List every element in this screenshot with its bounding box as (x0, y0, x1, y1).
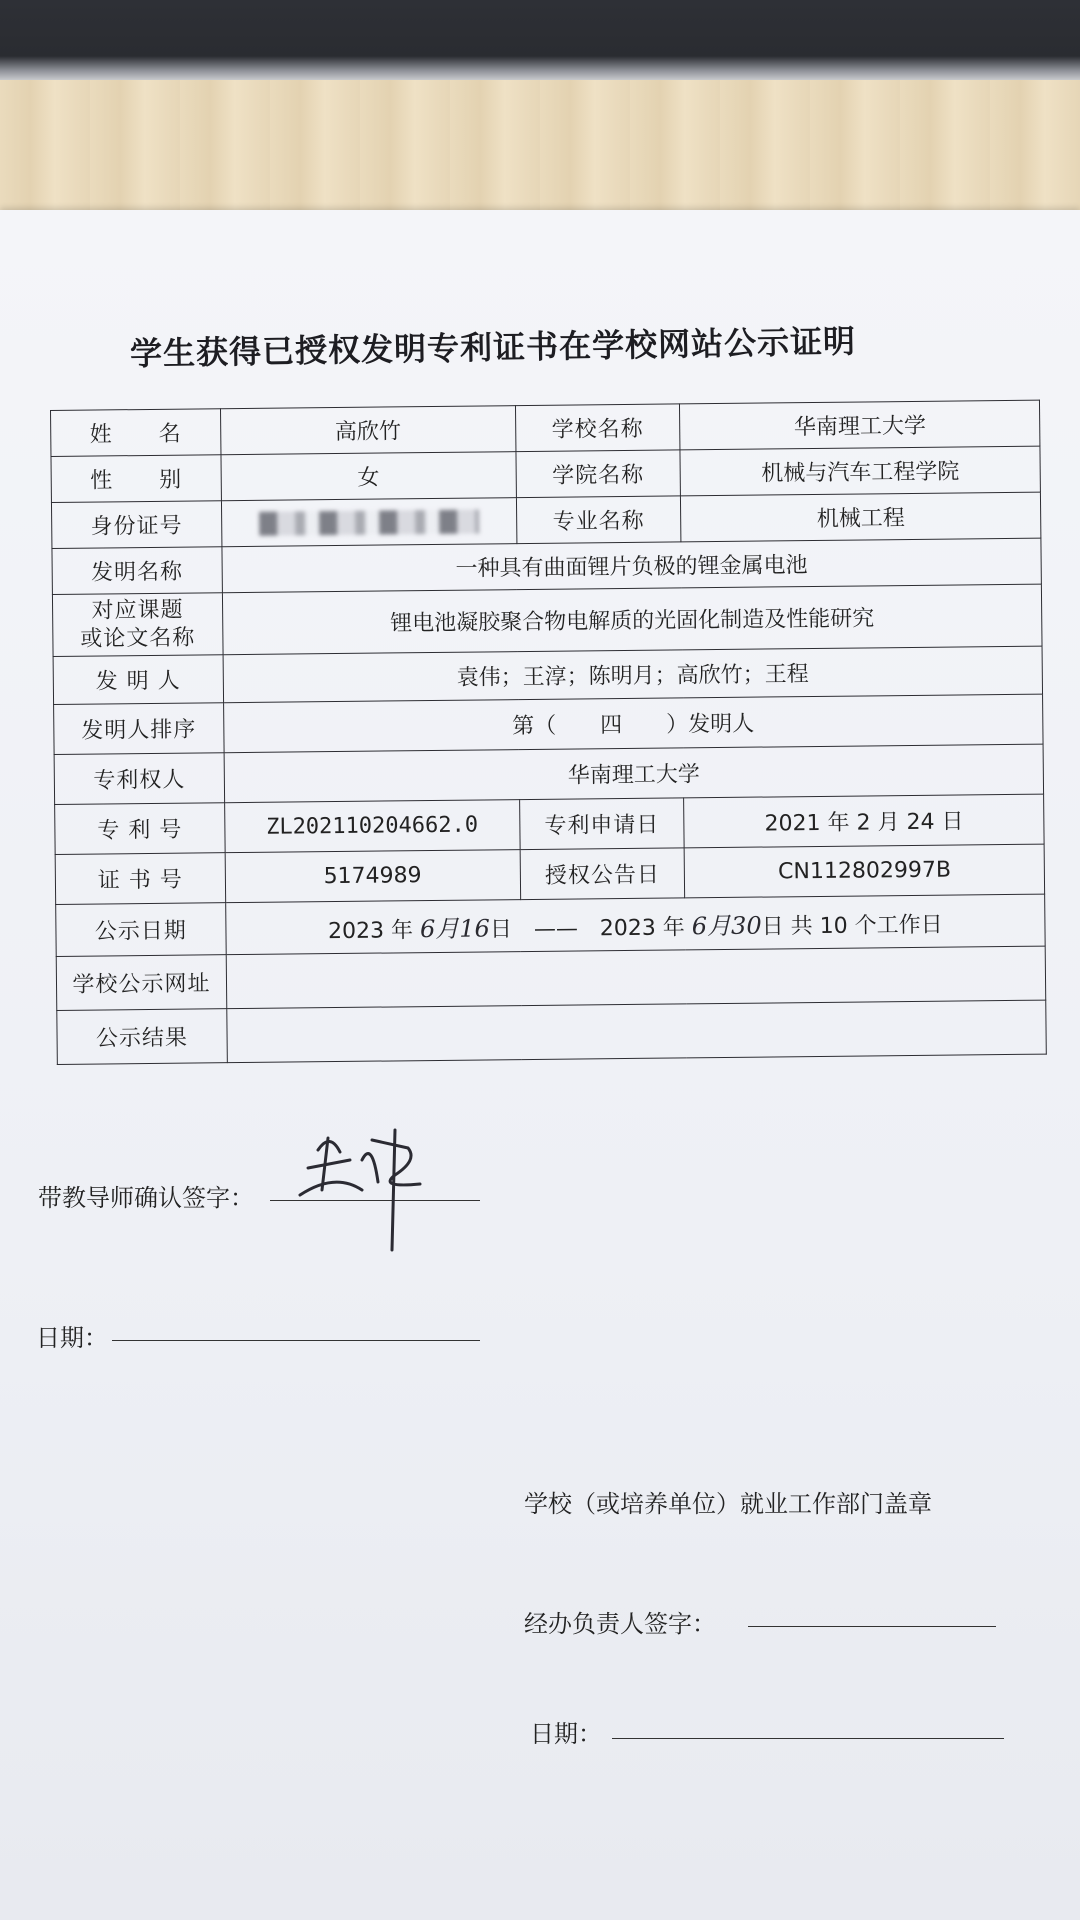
advisor-sign-line (270, 1200, 480, 1201)
pub-date-tail: 日 共 10 个工作日 (761, 912, 943, 940)
value-thesis: 锂电池凝胶聚合物电解质的光固化制造及性能研究 (222, 584, 1042, 655)
pub-date-handwritten-2: 6月30 (691, 911, 762, 941)
value-pub-date (225, 894, 1045, 955)
label-holder: 专利权人 (54, 753, 224, 805)
label-result: 公示结果 (57, 1009, 227, 1065)
document-title: 学生获得已授权发明专利证书在学校网站公示证明 (129, 322, 857, 373)
label-order: 发明人排序 (54, 703, 224, 755)
value-school: 华南理工大学 (680, 400, 1040, 450)
label-grant-no: 授权公告日 (520, 848, 685, 900)
label-id: 身份证号 (51, 501, 221, 549)
laptop-edge (0, 0, 1080, 80)
redaction-blur (259, 510, 479, 536)
value-college: 机械与汽车工程学院 (680, 446, 1040, 496)
value-cert-no: 5174989 (225, 850, 520, 903)
pub-date-mid: 日 —— 2023 年 (489, 915, 685, 943)
pub-date-handwritten-1: 6月16 (419, 914, 491, 944)
value-inventors: 袁伟；王淳；陈明月；高欣竹；王程 (223, 646, 1043, 703)
value-grant-no: CN112802997B (684, 844, 1044, 898)
value-patent-no: ZL202110204662.0 (224, 800, 519, 853)
stamp-label: 学校（或培养单位）就业工作部门盖章 (524, 1490, 932, 1518)
value-holder: 华南理工大学 (224, 744, 1044, 803)
label-major: 专业名称 (516, 496, 681, 544)
value-invention: 一种具有曲面锂片负极的锂金属电池 (222, 538, 1042, 593)
label-college: 学院名称 (516, 450, 681, 498)
label-patent-no: 专 利 号 (55, 803, 225, 855)
label-inventors: 发 明 人 (53, 655, 223, 705)
value-gender: 女 (221, 452, 516, 501)
label-url: 学校公示网址 (56, 955, 226, 1011)
label-school: 学校名称 (515, 404, 680, 452)
value-id-redacted (221, 498, 516, 547)
label-cert-no: 证 书 号 (55, 853, 225, 905)
value-major: 机械工程 (681, 492, 1041, 542)
date2-label: 日期： (530, 1720, 602, 1748)
label-pub-date: 公示日期 (56, 903, 226, 957)
officer-sign-label: 经办负责人签字： (524, 1610, 716, 1638)
value-url (226, 946, 1046, 1009)
label-name: 姓 名 (51, 409, 221, 457)
label-apply-date: 专利申请日 (519, 798, 684, 850)
label-invention: 发明名称 (52, 547, 222, 595)
value-name: 高欣竹 (220, 406, 515, 455)
pub-date-year-1: 2023 年 (327, 918, 414, 945)
label-gender: 性 别 (51, 455, 221, 503)
value-apply-date: 2021 年 2 月 24 日 (684, 794, 1044, 848)
label-thesis: 对应课题 或论文名称 (52, 593, 222, 657)
officer-sign-line (748, 1626, 996, 1627)
date2-line (612, 1738, 1004, 1739)
date1-label: 日期： (36, 1324, 108, 1352)
value-order: 第（ 四 ）发明人 (223, 694, 1043, 753)
value-result (227, 1000, 1047, 1063)
date1-line (112, 1340, 480, 1341)
info-table (50, 400, 1047, 1065)
advisor-sign-label: 带教导师确认签字： (38, 1184, 254, 1212)
